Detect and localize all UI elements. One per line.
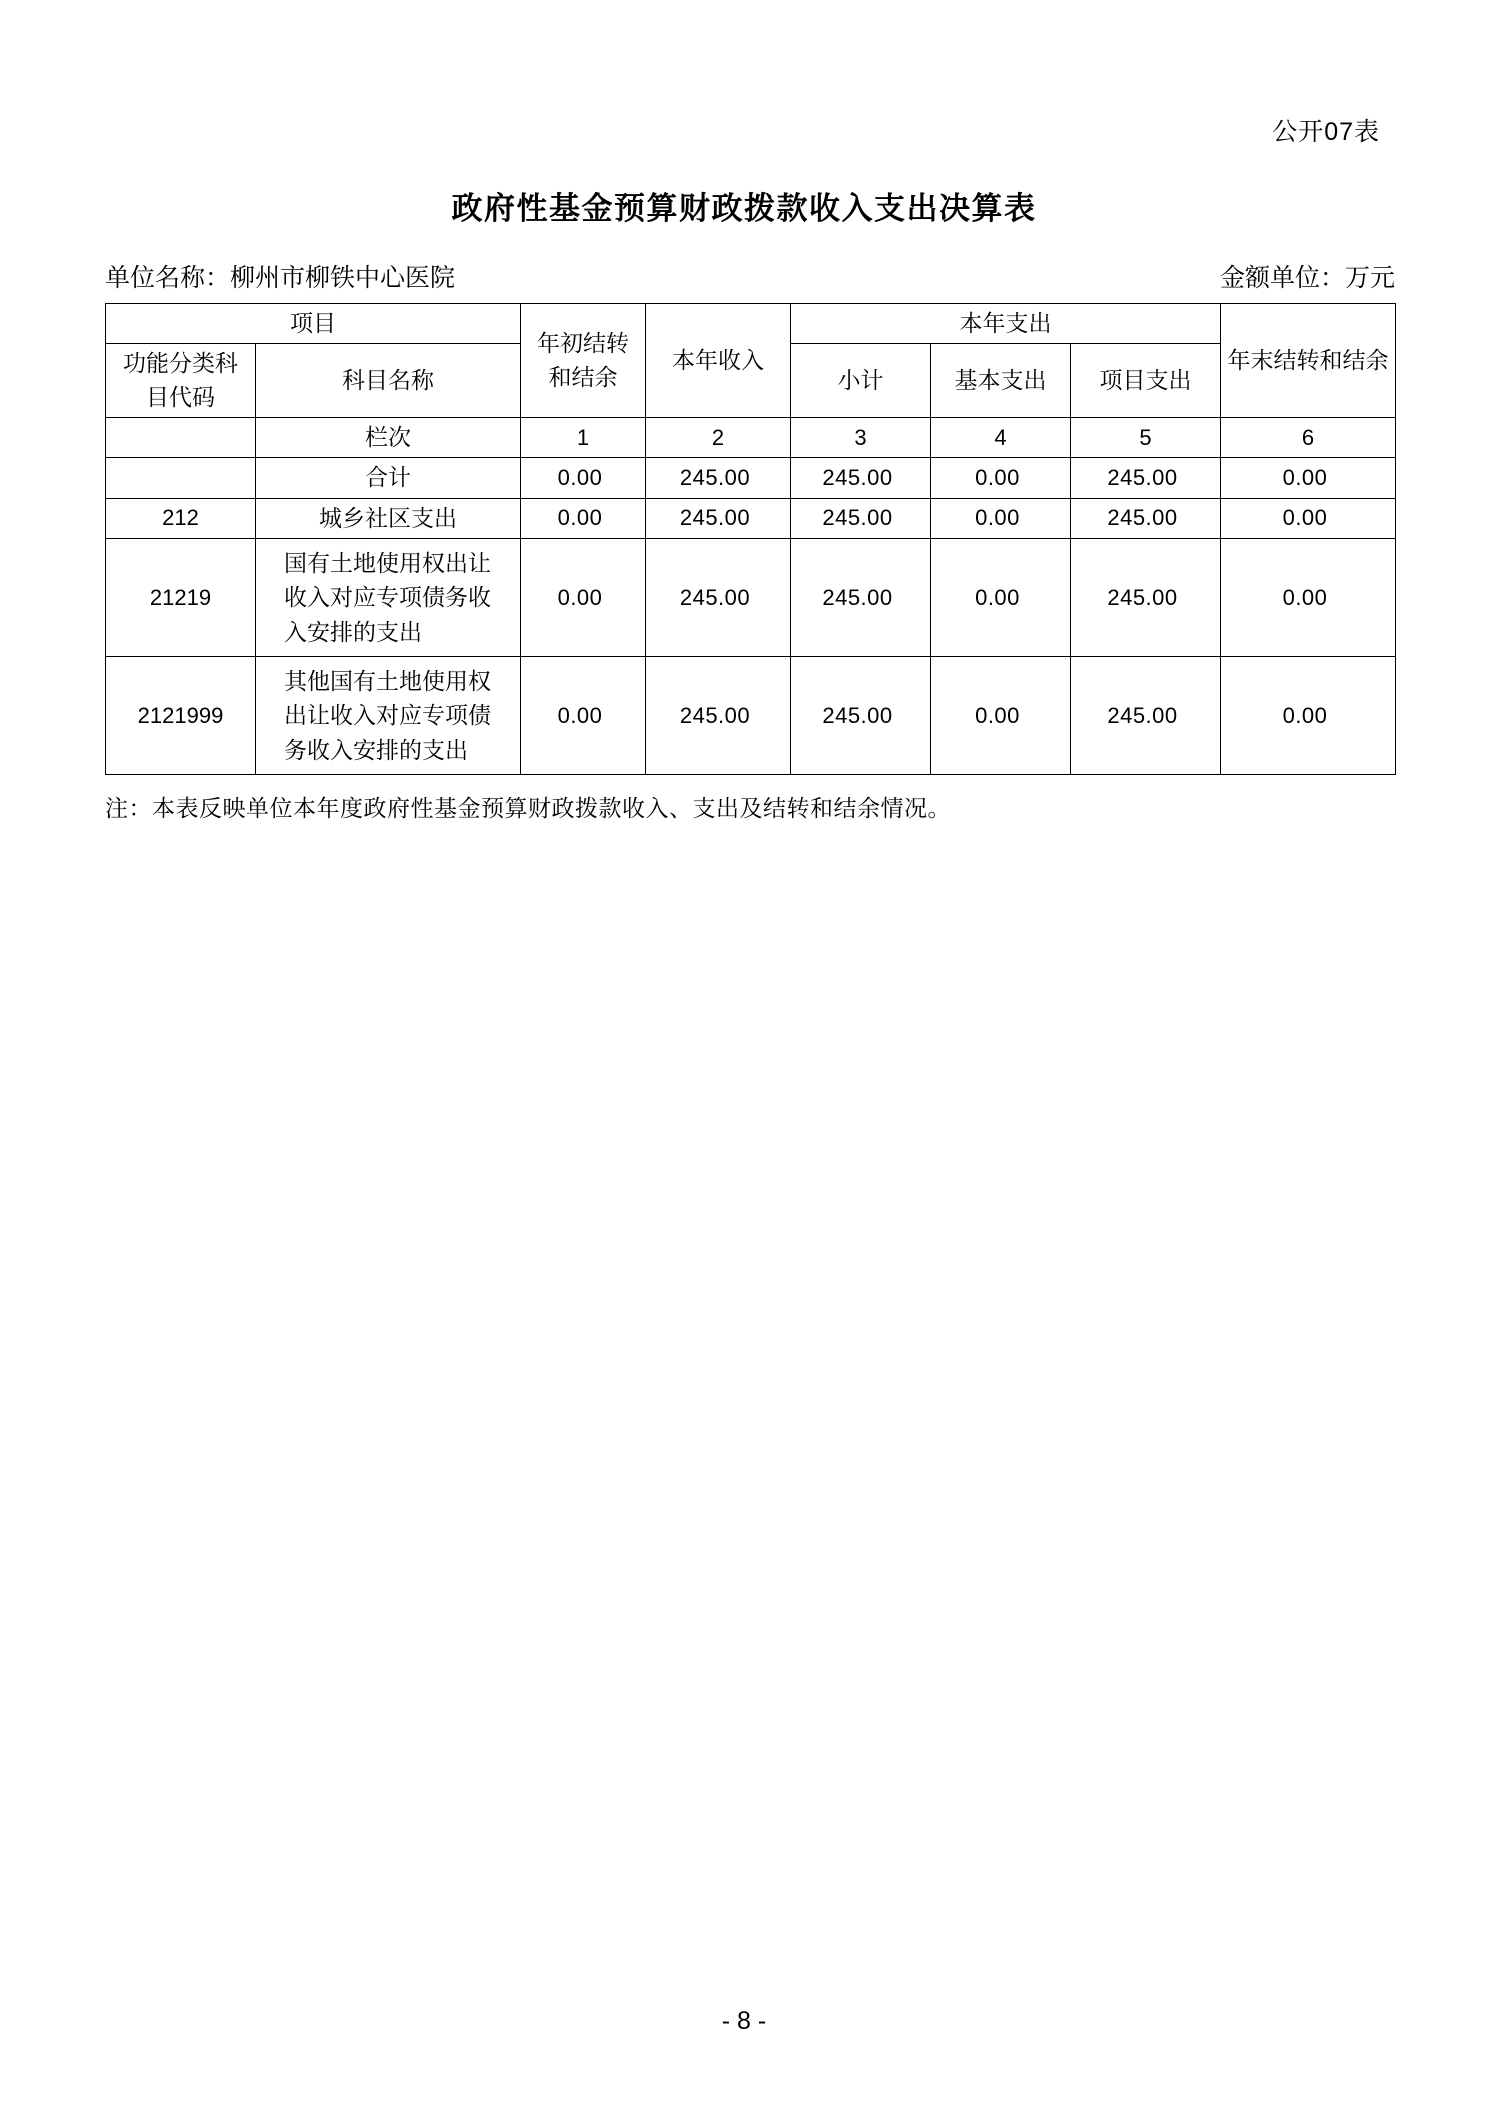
lane-2: 2	[646, 418, 791, 458]
row-value-3: 245.00	[791, 539, 931, 657]
header-opening-balance: 年初结转和结余	[521, 304, 646, 418]
unit-name-label: 单位名称：柳州市柳铁中心医院	[105, 264, 456, 292]
header-year-income: 本年收入	[646, 304, 791, 418]
row-value-4: 0.00	[931, 539, 1071, 657]
row-value-6: 0.00	[1221, 539, 1396, 657]
row-value-2: 245.00	[646, 458, 791, 498]
budget-table	[105, 303, 1396, 775]
lane-3: 3	[791, 418, 931, 458]
header-basic-expenditure: 基本支出	[931, 344, 1071, 418]
row-code: 2121999	[106, 657, 256, 775]
row-value-6: 0.00	[1221, 498, 1396, 538]
row-value-4: 0.00	[931, 458, 1071, 498]
header-group-project: 项目	[106, 304, 521, 344]
row-code: 212	[106, 498, 256, 538]
row-value-1: 0.00	[521, 657, 646, 775]
row-value-5: 245.00	[1071, 458, 1221, 498]
row-value-2: 245.00	[646, 539, 791, 657]
row-name: 合计	[256, 458, 521, 498]
table-row	[106, 498, 1396, 538]
lane-5: 5	[1071, 418, 1221, 458]
row-value-4: 0.00	[931, 657, 1071, 775]
row-value-5: 245.00	[1071, 498, 1221, 538]
row-value-5: 245.00	[1071, 539, 1221, 657]
lane-label: 栏次	[256, 418, 521, 458]
page-title: 政府性基金预算财政拨款收入支出决算表	[451, 191, 1037, 226]
row-value-2: 245.00	[646, 657, 791, 775]
row-name: 国有土地使用权出让收入对应专项债务收入安排的支出	[256, 539, 521, 657]
row-value-3: 245.00	[791, 458, 931, 498]
amount-unit-label: 金额单位：万元	[1219, 264, 1395, 292]
header-subject-name: 科目名称	[256, 344, 521, 418]
budget-table-wrapper	[105, 303, 1395, 775]
form-tag: 公开07表	[1272, 118, 1380, 146]
row-value-1: 0.00	[521, 539, 646, 657]
row-value-5: 245.00	[1071, 657, 1221, 775]
header-function-code: 功能分类科目代码	[106, 344, 256, 418]
header-group-year-expenditure: 本年支出	[791, 304, 1221, 344]
table-header-row-1	[106, 304, 1396, 344]
row-value-4: 0.00	[931, 498, 1071, 538]
row-name: 其他国有土地使用权出让收入对应专项债务收入安排的支出	[256, 657, 521, 775]
table-row	[106, 657, 1396, 775]
table-row	[106, 458, 1396, 498]
header-closing-balance: 年末结转和结余	[1221, 304, 1396, 418]
row-code	[106, 458, 256, 498]
table-lane-row	[106, 418, 1396, 458]
table-row	[106, 539, 1396, 657]
meta-row	[105, 258, 1395, 294]
row-value-6: 0.00	[1221, 657, 1396, 775]
header-project-expenditure: 项目支出	[1071, 344, 1221, 418]
header-subtotal: 小计	[791, 344, 931, 418]
lane-1: 1	[521, 418, 646, 458]
row-value-2: 245.00	[646, 498, 791, 538]
lane-6: 6	[1221, 418, 1396, 458]
row-code: 21219	[106, 539, 256, 657]
table-note: 注：本表反映单位本年度政府性基金预算财政拨款收入、支出及结转和结余情况。	[105, 795, 951, 821]
row-value-1: 0.00	[521, 458, 646, 498]
row-name: 城乡社区支出	[256, 498, 521, 538]
lane-4: 4	[931, 418, 1071, 458]
lane-blank-cell	[106, 418, 256, 458]
row-value-6: 0.00	[1221, 458, 1396, 498]
page-number: - 8 -	[721, 2007, 767, 2035]
row-value-1: 0.00	[521, 498, 646, 538]
row-value-3: 245.00	[791, 657, 931, 775]
row-value-3: 245.00	[791, 498, 931, 538]
